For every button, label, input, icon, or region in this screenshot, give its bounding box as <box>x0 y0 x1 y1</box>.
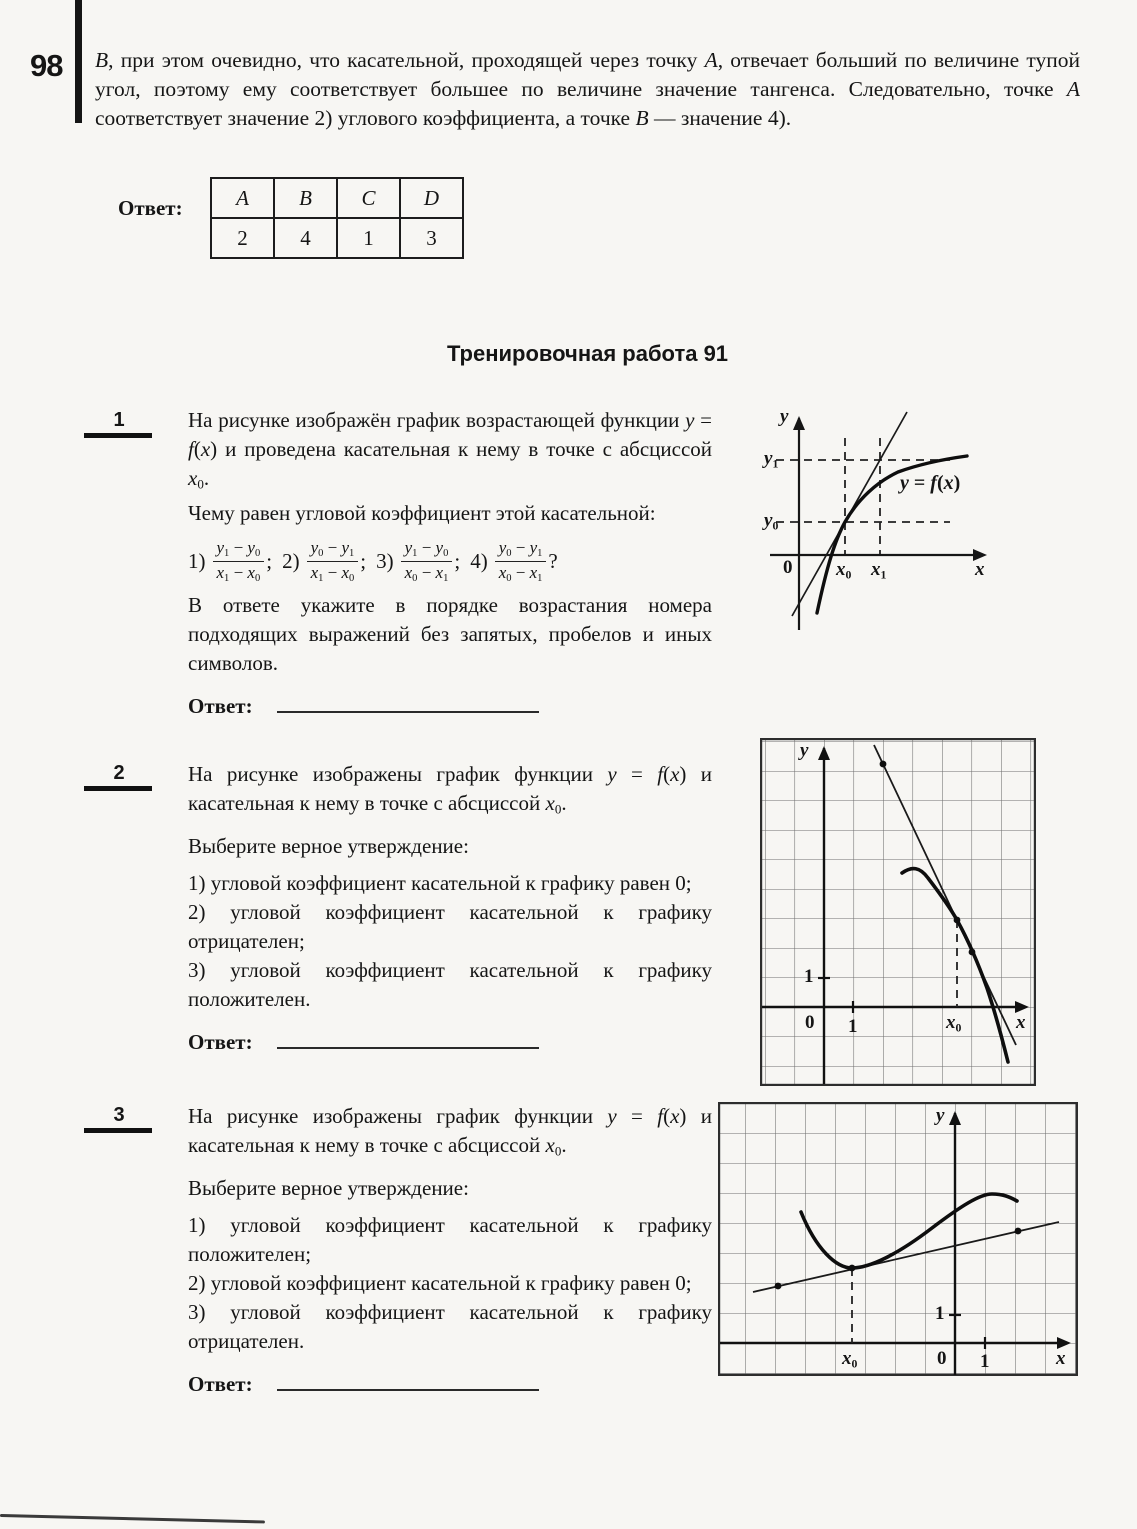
problem-1-note: В ответе укажите в порядке возрастания номера подходящих выражений без запятых, пробелов и иных символов. <box>188 592 712 675</box>
answer-table-header-cell: A <box>211 178 274 218</box>
y-axis-label: y <box>936 1105 945 1126</box>
answer-label: Ответ: <box>188 693 253 718</box>
problem-3-number: 3 <box>113 1104 125 1126</box>
y0-label: y0 <box>764 510 779 533</box>
answer-label: Ответ: <box>188 1371 253 1396</box>
x-tick-1-label: 1 <box>848 1016 858 1037</box>
answer-table-value-cell: 4 <box>274 218 337 258</box>
figure-1 <box>730 404 1010 644</box>
problem-3-choose: Выберите верное утверждение: <box>188 1175 469 1200</box>
option-4: 4) $\frac{y0 - y1}{x0 - x1}$ ? <box>470 537 558 584</box>
problem-2-option-1: 1) угловой коэффициент касательной к графику равен 0; <box>188 870 692 895</box>
problem-2-choose: Выберите верное утверждение: <box>188 833 469 858</box>
figure-3-canvas <box>718 1102 1078 1376</box>
option-1-label: 1) <box>188 548 206 573</box>
function-label: y = f(x) <box>900 472 961 494</box>
answer-table-value-cell: 2 <box>211 218 274 258</box>
problem-2-option-2: 2) угловой коэффициент касательной к графику отрицателен; <box>188 899 712 953</box>
answer-table-value-row <box>211 218 463 258</box>
problem-3-option-2: 2) угловой коэффициент касательной к графику равен 0; <box>188 1270 692 1295</box>
fraction: $\frac{y0 - y1}{x0 - x1}$ <box>495 538 547 585</box>
y-tick-1-label: 1 <box>935 1303 945 1324</box>
answer-blank <box>277 1033 539 1049</box>
problem-1-statement: На рисунке изображён график возрастающей функции y = f(x) и проведена касательная к нему в точке с абсциссой x0. <box>188 408 712 492</box>
margin-bar <box>75 0 82 123</box>
problem-2-number-rule <box>84 786 152 791</box>
x0-label: x0 <box>836 559 852 582</box>
option-2-label: 2) <box>282 548 300 573</box>
problem-1-options <box>188 538 712 585</box>
y-tick-1-label: 1 <box>804 966 814 987</box>
fraction: $\frac{y1 - y0}{x1 - x0}$ <box>213 538 265 585</box>
problem-2-answer-row <box>188 1028 712 1057</box>
answer-table-value-cell: 3 <box>400 218 463 258</box>
answer-blank <box>277 697 539 713</box>
problem-2-option-3: 3) угловой коэффициент касательной к графику положителен. <box>188 957 712 1011</box>
intro-paragraph: В, при этом очевидно, что касательной, проходящей через точку А, отвечает больший по величине тупой угол, поэтому ему соответствует большее по величине значение тангенса. Следовательно, точке А соответствует значение 2) углового коэффициента, а точке В — значение 4). <box>95 48 1080 130</box>
option-2: 2) $\frac{y0 - y1}{x1 - x0}$ ; <box>282 537 367 584</box>
option-3-label: 3) <box>376 548 394 573</box>
problem-1-answer-row <box>188 692 712 721</box>
x-axis-label: x <box>1056 1348 1066 1369</box>
problem-1-number-rule <box>84 433 152 438</box>
answer-label: Ответ: <box>188 1029 253 1054</box>
scan-artifact-line <box>0 1514 265 1523</box>
problem-3-option-3: 3) угловой коэффициент касательной к графику отрицателен. <box>188 1299 712 1353</box>
x1-label: x1 <box>871 559 887 582</box>
origin-label: 0 <box>805 1012 815 1033</box>
answer-table-value-cell: 1 <box>337 218 400 258</box>
figure-2-canvas <box>760 738 1036 1086</box>
x0-label: x0 <box>946 1012 962 1035</box>
problem-3-number-rule <box>84 1128 152 1133</box>
figure-3 <box>718 1102 1078 1376</box>
origin-label: 0 <box>783 557 793 578</box>
problem-3-option-1: 1) угловой коэффициент касательной к графику положителен; <box>188 1212 712 1266</box>
answer-table-header-row <box>211 178 463 218</box>
problem-2-text <box>188 760 712 1057</box>
answer-table-header-cell: D <box>400 178 463 218</box>
problem-3-statement: На рисунке изображены график функции y = f(x) и касательная к нему в точке с абсциссой x0. <box>188 1104 712 1159</box>
fraction: $\frac{y1 - y0}{x0 - x1}$ <box>401 538 453 585</box>
problem-2-statement: На рисунке изображены график функции y = f(x) и касательная к нему в точке с абсциссой x0. <box>188 762 712 817</box>
problem-1-question: Чему равен угловой коэффициент этой касательной: <box>188 500 656 525</box>
problem-2-number: 2 <box>113 762 125 784</box>
answer-table-label: Ответ: <box>118 196 183 220</box>
y1-label: y1 <box>764 448 779 471</box>
answer-table-header-cell: B <box>274 178 337 218</box>
option-1: 1) $\frac{y1 - y0}{x1 - x0}$ ; <box>188 537 273 584</box>
problem-1-number: 1 <box>113 409 125 431</box>
page-number: 98 <box>30 48 63 83</box>
y-axis-label: y <box>800 740 809 761</box>
option-4-label: 4) <box>470 548 488 573</box>
option-3: 3) $\frac{y1 - y0}{x0 - x1}$ ; <box>376 537 461 584</box>
x-axis-label: x <box>1016 1012 1026 1033</box>
problem-1-text <box>188 406 712 721</box>
problem-3-text <box>188 1102 712 1399</box>
figure-2 <box>760 738 1036 1086</box>
x-axis-label: x <box>975 559 985 580</box>
answer-table <box>210 177 464 259</box>
fraction: $\frac{y0 - y1}{x1 - x0}$ <box>307 538 359 585</box>
problem-3-answer-row <box>188 1370 712 1399</box>
origin-label: 0 <box>937 1348 947 1369</box>
y-axis-label: y <box>780 406 789 427</box>
x0-label: x0 <box>842 1348 858 1371</box>
answer-blank <box>277 1375 539 1391</box>
x-tick-1-label: 1 <box>980 1351 990 1372</box>
worksheet-title: Тренировочная работа 91 <box>446 341 729 366</box>
answer-table-header-cell: C <box>337 178 400 218</box>
